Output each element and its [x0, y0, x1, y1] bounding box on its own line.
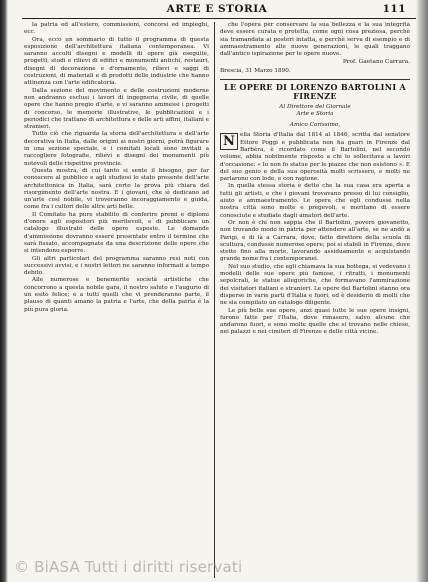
page-header	[24, 2, 410, 16]
left-paragraph: Dalla sezione del movimento e delle costruzioni moderne non andranno esclusi i lavori di ingegneria civile, di quelle opere che hanno pregio d'arte, e vi saranno ammessi i progetti di concorso, le memorie illustrative, le pubblicazioni e i periodici che trattano di architettura e delle arti affini, italiani e stranieri.	[24, 87, 209, 131]
salutation: Amico Carissimo,	[289, 122, 341, 129]
page-number: 111	[382, 3, 406, 15]
left-paragraph: Questa mostra, di cui tanto si sente il bisogno, per far conoscere al pubblico e agli studiosi lo stato presente dell'arte architettonica in Italia, sarà certo la prova più chiara del risorgimento dell'arte nostra. E i giovani, che si dedicano ad un'arte così nobile, vi troveranno incoraggiamento e guida, come fra i cultori delle altre arti belle.	[24, 167, 209, 211]
left-paragraph: la patria ed all'estero, commissioni, concorsi ed impieghi, ecc.	[24, 22, 209, 36]
right-paragraph: In quella stessa storia è detto che la sua casa era aperta a tutti gli artisti, e che i giovani trovavano presso di lui consiglio, aiuto e ammaestramento. Le opere che egli condusse nella nostra città sono molte e pregevoli, e meritano di essere conosciute e studiate dagli amatori dell'arte.	[220, 183, 410, 219]
left-paragraph: Gli altri particolari del programma saranno resi noti con successivi avvisi, e i nostri lettori ne saranno informati a tempo debito.	[24, 255, 209, 277]
article-separator	[220, 79, 410, 80]
article-title: LE OPERE DI LORENZO BARTOLINI A FIRENZE	[224, 82, 406, 102]
right-paragraph: Or non è chi non sappia che il Bartolini, povero giovanetto, non trovando modo in patria per attendere all'arte, se ne andò a Parigi, e di là a Carrara, dove, fatto direttore della scuola di scultura, condusse numerose opere; poi si stabilì in Firenze, dove stette fino alla morte, lavorando assiduamente e acquistando grande nome fra i contemporanei.	[220, 219, 410, 263]
right-paragraph: Nel suo studio, che egli chiamava la sua bottega, si vedevano i modelli delle sue opere più famose, i ritratti, i monumenti sepolcrali, le statue allegoriche, che formavano l'ammirazione dei visitatori italiani e stranieri. Le opere del Bartolini stanno ora disperse in varie parti d'Italia e fuori, ed è desiderio di molti che ne sia compilato un catalogo diligente.	[220, 263, 410, 307]
left-paragraph: Il Comitato ha pure stabilito di conferire premi e diplomi d'onore agli espositori più meritevoli, e di pubblicare un catalogo illustrato delle opere esposte. Le domande d'ammissione dovranno essere presentate entro il termine che sarà fissato, accompagnate da una descrizione delle opere che si intendono esporre.	[24, 211, 209, 255]
left-paragraph: Ora, ecco un sommario di tutto il programma di questa esposizione dell'architettura italiana contemporanea. Vi saranno accolti disegni e modelli di opere già eseguite, progetti, studi e rilievi di edifici e monumenti antichi, restauri, disegni di decorazione e d'ornamento, rilievi e saggi di costruzioni, di materiali e di prodotti delle industrie che hanno attinenza con l'arte edificatoria.	[24, 36, 209, 87]
right-paragraph	[220, 132, 410, 183]
right-paragraph: Le più belle sue opere, anzi quasi tutte le sue opere insigni, furono fatte per l'Italia, dove rimasero, salvo alcune che andarono fuori, e sono molte quelle che si trovano nelle chiese, nei palazzi e nei cimiteri di Firenze e delle città vicine.	[220, 307, 410, 336]
header-rule	[22, 18, 416, 19]
dropcap-initial: N	[220, 133, 238, 150]
journal-title: ARTE E STORIA	[166, 3, 268, 15]
right-intro-paragraph: che l'opera per conservare la sua bellezza e la sua integrità deve essere curata e protetta, come ogni cosa preziosa, perchè sia tramandata ai posteri intatta, e perchè serva di esempio e di ammaestramento alle nuove generazioni, le quali traggano dall'antico ispirazione per le opere nuove.	[220, 22, 410, 58]
copyright-watermark: © BiASA Tutti i diritti riservati	[14, 558, 243, 576]
left-column	[24, 22, 209, 576]
right-paragraph-text: ella Storia d'Italia dal 1814 al 1846, scritta dal senatore Ettore Poggi e pubblicata non ha guari in Firenze dal Barbèra, è ricordato come il Bartolini, nel secondo volume, abbia nobilmente risposto a chi lo sollecitava a lavori d'occasione: « Io non fo statue per le piazze che non esistono ». E del suo genio e della sua operosità molti scrissero, e molti ne parlarono con lode, e con ragione.	[220, 132, 410, 183]
left-paragraph: Tutto ciò che riguarda la storia dell'architettura e dell'arte decorativa in Italia, dalle origini ai nostri giorni, potrà figurare in una sezione speciale, e i comitati locali sono invitati a raccogliere fotografie, rilievi e disegni dei monumenti più notevoli delle rispettive provincie.	[24, 131, 209, 167]
scan-shadow-left	[0, 0, 8, 582]
left-paragraph: Alle numerose e benemerite società artistiche che concorrono a questa nobile gara, il nostro saluto e l'augurio di un esito felice; e a tutti quelli che vi prenderanno parte, il plauso di quanti amano la patria e l'arte, che della patria è la più pura gloria.	[24, 277, 209, 313]
author-signature: Prof. Gaetano Carrara.	[342, 59, 410, 66]
dateline: Brescia, 31 Marzo 1890.	[220, 67, 291, 74]
scan-shadow-right	[416, 0, 428, 582]
dedication-journal: Arte e Storia	[296, 111, 334, 118]
dedication-line: Al Direttore del Giornale	[279, 104, 351, 111]
column-divider	[214, 22, 215, 578]
right-column	[220, 22, 410, 576]
